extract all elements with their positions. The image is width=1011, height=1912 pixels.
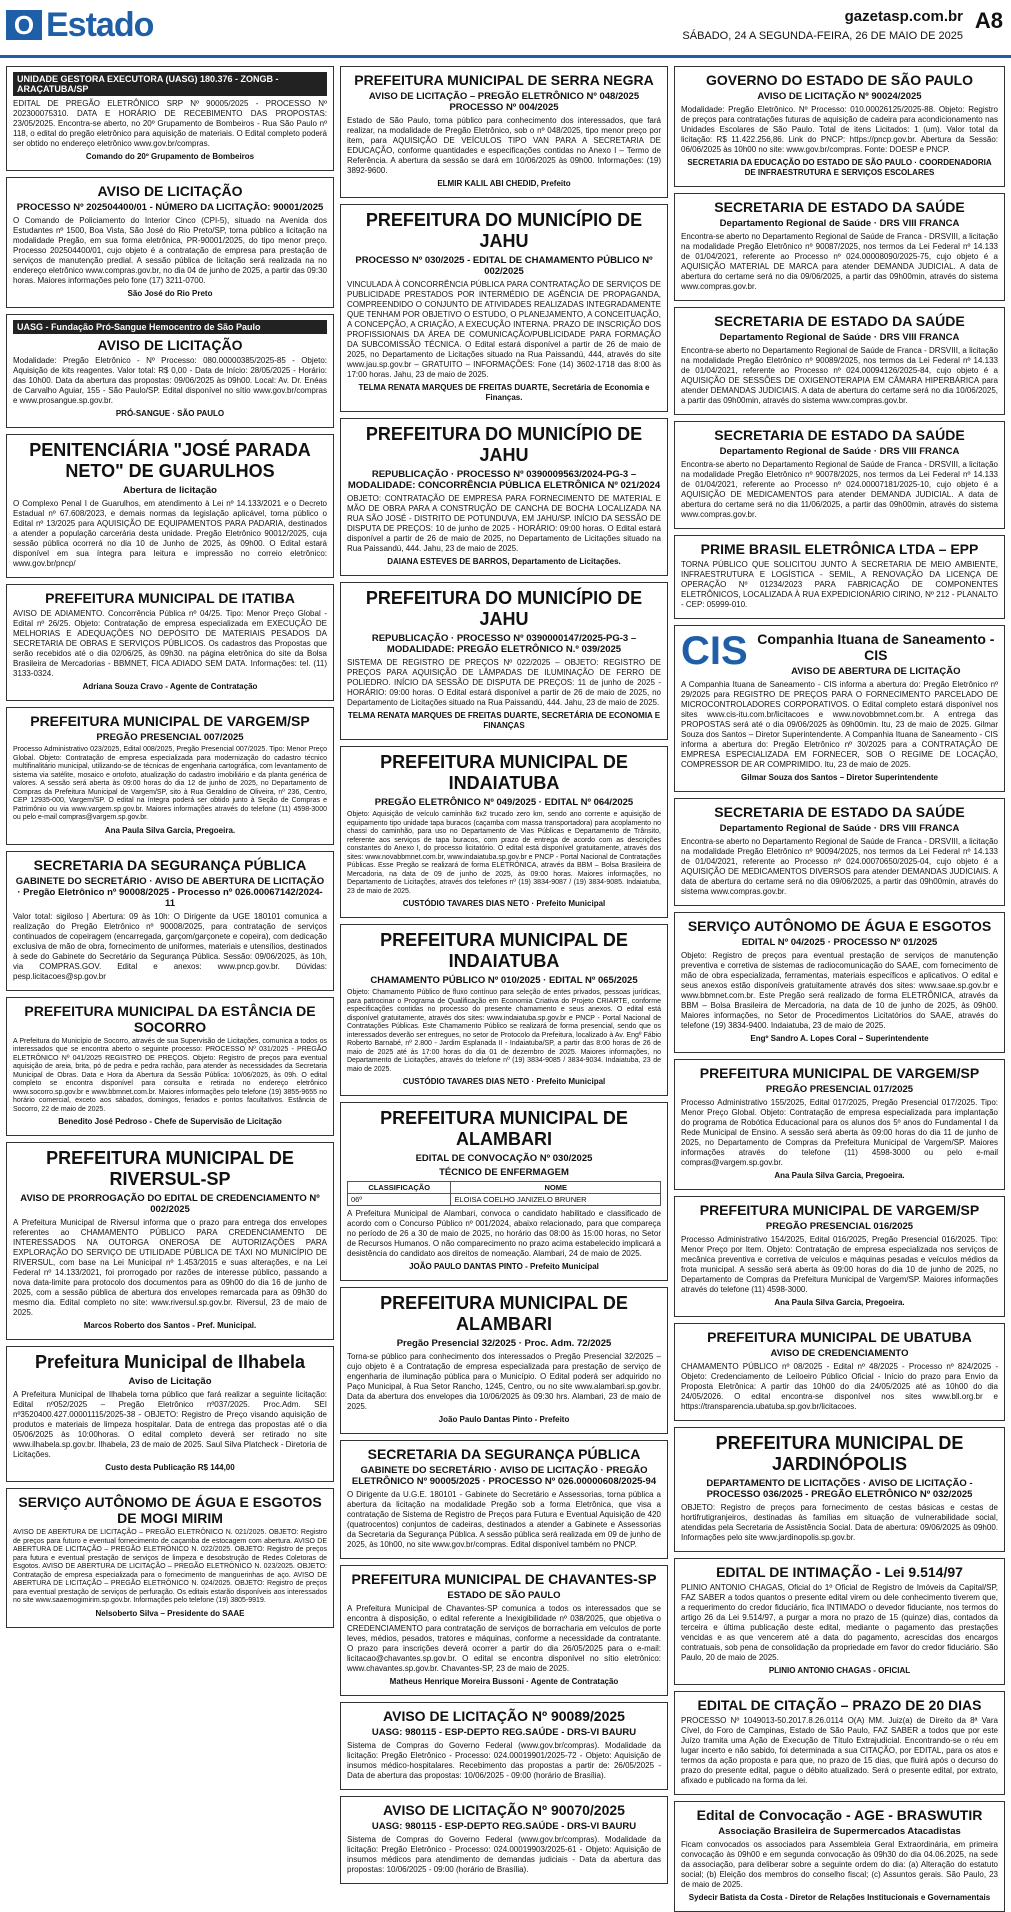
notice-block bbox=[674, 1427, 1005, 1552]
notice-signature: São José do Rio Preto bbox=[127, 289, 213, 298]
notice-subtitle: REPUBLICAÇÃO · PROCESSO Nº 0390009563/2024-PG-3 – MODALIDADE: CONCORRÊNCIA PÚBLICA ELETRÔNICA Nº 021/2024 bbox=[347, 469, 661, 491]
notice-title: PREFEITURA MUNICIPAL DE ALAMBARI bbox=[380, 1293, 628, 1334]
notice-subtitle: Pregão Presencial 32/2025 · Proc. Adm. 72/2025 bbox=[396, 1338, 612, 1349]
notice-title: PREFEITURA DO MUNICÍPIO DE JAHU bbox=[365, 210, 643, 251]
notice-subtitle: Associação Brasileira de Supermercados Atacadistas bbox=[718, 1826, 961, 1837]
notice-block bbox=[6, 584, 334, 701]
notice-body: Modalidade: Pregão Eletrônico. Nº Processo: 010.00026125/2025-88. Objeto: Registro de preços para contratações futuras de aquisição de cadeira para acondicionamento nas Unidades Escolares de São Paulo. Total de itens Licitados: 1 (um). Valor total da licitação: R$ 11.422.256,86. Link do PNCP: https://pncp.gov.br. Abertura da Sessão: 06/06/2025 às 10h00 no site: www.gov.br/compras. Fonte: DOESP e PNCP. bbox=[681, 105, 998, 154]
notice-title: SERVIÇO AUTÔNOMO DE ÁGUA E ESGOTOS DE MOGI MIRIM bbox=[18, 1494, 322, 1526]
notice-body: Processo Administrativo 154/2025, Edital 016/2025, Pregão Presencial 016/2025. Tipo: Menor Preço por Item. Objeto: Contratação de empresa especializada nos serviços de mecânica preventiva e corretiva de veículos e máquinas pesadas e veículos médios da frota municipal. A sessão será aberta às 09:00 horas do dia 10 de junho de 2025, no Departamento de Compras da Prefeitura Municipal de Vargem/SP. Maiores informações através do telefone (11) 4598-3000. bbox=[681, 1235, 998, 1294]
notice-title: Companhia Ituana de Saneamento - CIS bbox=[757, 631, 995, 663]
notice-signature: CUSTÓDIO TAVARES DIAS NETO · Prefeito Municipal bbox=[402, 899, 606, 908]
notice-subtitle: Departamento Regional de Saúde · DRS VIII FRANCA bbox=[719, 332, 960, 343]
notice-body: Torna-se público para conhecimento dos interessados o Pregão Presencial 32/2025 – cujo objeto é a Contratação de empresa especializada para prestação de serviço de engenharia de iluminação pública para o Município. O Edital poderá ser adquirido no Paço Municipal, à Rua Setor Rancho, 1245, Centro, ou no site www.alambari.sp.gov.br. Data da abertura dos envelopes dia 10/06/2025 às 09:30 hrs. Alambari, 23 de maio de 2025. bbox=[347, 1352, 661, 1411]
notice-subtitle: ESTADO DE SÃO PAULO bbox=[447, 1590, 561, 1601]
notice-block bbox=[6, 997, 334, 1137]
notice-block bbox=[340, 746, 668, 918]
notice-block bbox=[674, 421, 1005, 529]
notice-body: Valor total: sigiloso | Abertura: 09 às 10h: O Dirigente da UGE 180101 comunica a realização do Pregão Eletrônico nº 90008/2025, para contratação de serviços continuados de copeiragem (encarregada, garçom/garçonete e copeira), com dedicação exclusiva de mão de obra, fornecimento de uniformes, materiais e utensílios, destinados à sede do Gabinete do Secretário da Segurança Pública. Sessão: 09/06/2025, às 10h, via COMPRAS.GOV. Edital e anexos: www.pncp.gov.br. Dúvidas: pesp.licitacoes@sp.gov.br bbox=[13, 911, 327, 981]
notice-signature: DAIANA ESTEVES DE BARROS, Departamento de Licitações. bbox=[387, 557, 621, 566]
notice-signature: Gilmar Souza dos Santos – Diretor Superintendente bbox=[741, 773, 938, 782]
notice-body: OBJETO: Registro de preços para fornecimento de cestas básicas e cestas de hortifrutigranjeiros, destinadas às famílias em situação de vulnerabilidade social, atendidas pela Secretaria de Assistência Social. Data de abertura: 09/06/2025 às 09h00. Informações pelo site www.jardinopolis.sp.gov.br. bbox=[681, 1503, 998, 1542]
notice-block bbox=[340, 1102, 668, 1281]
notice-title: PREFEITURA MUNICIPAL DE INDAIATUBA bbox=[380, 752, 628, 793]
notice-subtitle: Departamento Regional de Saúde · DRS VIII FRANCA bbox=[719, 446, 960, 457]
notice-signature: ELMIR KALIL ABI CHEDID, Prefeito bbox=[437, 179, 571, 188]
notice-subtitle: EDITAL Nº 04/2025 · PROCESSO Nº 01/2025 bbox=[741, 937, 938, 948]
notice-subtitle: Aviso de Licitação bbox=[128, 1376, 212, 1387]
notice-title: SECRETARIA DE ESTADO DA SAÚDE bbox=[714, 313, 965, 329]
notice-subtitle: Departamento Regional de Saúde · DRS VIII FRANCA bbox=[719, 823, 960, 834]
notice-title: SECRETARIA DA SEGURANÇA PÚBLICA bbox=[33, 856, 307, 873]
notice-subtitle: REPUBLICAÇÃO · PROCESSO Nº 0390000147/2025-PG-3 – MODALIDADE: PREGÃO ELETRÔNICO N.º 039/2025 bbox=[371, 633, 637, 655]
notice-title: PREFEITURA DO MUNICÍPIO DE JAHU bbox=[365, 588, 643, 629]
notice-body: SISTEMA DE REGISTRO DE PREÇOS Nº 022/2025 – OBJETO: REGISTRO DE PREÇOS PARA AQUISIÇÃO DE LÂMPADAS DE ILUMINAÇÃO DE FERRO DE POLIEDRO. INÍCIO DA SESSÃO DE DISPUTA DE PREÇOS: 11 de junho de 2025 - HORÁRIO: 09:00 horas. O Edital estará disponível a partir de 26 de maio de 2025, no Departamento de Licitações situado na Rua Paissandú, 444. Jahu, 23 de maio de 2025. bbox=[347, 658, 661, 707]
notice-title: SECRETARIA DA SEGURANÇA PÚBLICA bbox=[367, 1446, 641, 1462]
notice-subtitle: UASG: 980115 - ESP-DEPTO REG.SAÚDE - DRS-VI BAURU bbox=[371, 1821, 637, 1832]
notice-block bbox=[674, 1558, 1005, 1685]
notice-body: A Prefeitura do Município de Socorro, através de sua Supervisão de Licitações, comunica a todos os interessados que se encontra aberto o seguinte processo: PROCESSO Nº 031/2025 - PREGÃO ELETRÔNICO Nº 041/2025 REGISTRO DE PREÇOS. Objeto: Registro de preços para eventual aquisição de areia, brita, pó de pedra e pedra rachão, para atender às necessidades da Secretaria Municipal de Obras. Data e Hora da Abertura da Sessão Pública: 10/06/2025, às 09h. O edital completo se encontra disponível para consulta e retirada no endereço eletrônico www.socorro.sp.gov.br e www.bbmnet.com.br. Maiores informações pelo telefone (19) 3855-9655 no horário comercial, exceto aos sábados, domingos, feriados e pontos facultativos. Estância de Socorro, 22 de maio de 2025. bbox=[13, 1037, 327, 1113]
column-right bbox=[674, 66, 1005, 1902]
notice-title: PREFEITURA DO MUNICÍPIO DE JAHU bbox=[365, 424, 643, 465]
table-caption: TÉCNICO DE ENFERMAGEM bbox=[439, 1167, 569, 1178]
notice-signature: Matheus Henrique Moreira Bussoni · Agente de Contratação bbox=[389, 1677, 619, 1686]
notice-signature: PLINIO ANTONIO CHAGAS - OFICIAL bbox=[768, 1666, 911, 1675]
notice-block bbox=[674, 1059, 1005, 1190]
notice-subtitle: AVISO DE LICITAÇÃO Nº 90024/2025 bbox=[757, 91, 922, 102]
notice-signature: Adriana Souza Cravo - Agente de Contratação bbox=[82, 682, 258, 691]
notice-block bbox=[674, 1323, 1005, 1421]
notice-body: Encontra-se aberto no Departamento Regional de Saúde de Franca - DRSVIII, a licitação na modalidade Pregão Eletrônico nº 90078/2025, nos termos da Lei Federal nº 14.133 de 01/04/2021, referente ao Processo nº 024.00007181/2025-10, cujo objeto é a AQUISIÇÃO DE MEDICAMENTOS para atender DEMANDA JUDICIAL. A data de abertura do certame será no dia 11/06/2025, a partir das 09h00min, através do sistema www.compras.gov.br. bbox=[681, 460, 998, 519]
notice-title: SERVIÇO AUTÔNOMO DE ÁGUA E ESGOTOS bbox=[687, 918, 992, 934]
notice-block bbox=[674, 1801, 1005, 1912]
notice-body: CHAMAMENTO PÚBLICO nº 08/2025 - Edital nº 48/2025 - Processo nº 824/2025 - Objeto: Credenciamento de Leiloeiro Público Oficial - Início do prazo para Envio da Proposta Eletrônica: A partir das 10h00 do dia 24/05/2025 até as 10h00 do dia 24/05/2026. O edital encontra-se disponível nos sites www.bll.org.br e https://transparencia.ubatuba.sp.gov.br/licitacoes. bbox=[681, 1362, 998, 1411]
notice-subtitle: Departamento Regional de Saúde · DRS VIII FRANCA bbox=[719, 218, 960, 229]
notice-block bbox=[340, 1440, 668, 1559]
notice-subtitle: GABINETE DO SECRETÁRIO · AVISO DE ABERTURA DE LICITAÇÃO · Pregão Eletrônico nº 90008/2025 - Processo nº 026.00067142/2024-11 bbox=[15, 875, 325, 909]
notice-signature: Nelsoberto Silva – Presidente do SAAE bbox=[95, 1608, 245, 1618]
notice-signature: Engº Sandro A. Lopes Coral – Superintendente bbox=[750, 1034, 929, 1043]
column-center bbox=[340, 66, 668, 1874]
notice-block bbox=[674, 193, 1005, 301]
notice-title: PREFEITURA MUNICIPAL DE RIVERSUL-SP bbox=[46, 1148, 294, 1189]
site-url[interactable]: gazetasp.com.br bbox=[844, 8, 963, 25]
notice-body: Processo Administrativo 023/2025, Edital 008/2025, Pregão Presencial 007/2025. Tipo: Menor Preço Global. Objeto: Contratação de empresa especializada para modernização do cadastro técnico multifinalitário municipal, utilizando-se de técnicas de engenharia cartográfica, com levantamento de sistema via satélite, mosaico e ortofoto, atualização do cadastro imobiliário e da planta genérica de valores. A sessão será aberta às 09:00 horas do dia 12 de junho de 2025, no Departamento de Compras da Prefeitura Municipal de Vargem/SP, sito à Rua Geraldino de Oliveira, nº 236, Centro, CEP 12935-000, Vargem/SP. O edital na íntegra poderá ser obtido junto à Seção de Compras e Patrimônio ou via www.vargem.sp.gov.br. Maiores informações através do telefone (11) 4598-3000 ou pelo e-mail compras@vargem.sp.gov.br. bbox=[13, 746, 327, 821]
notice-title: PREFEITURA MUNICIPAL DE ITATIBA bbox=[45, 590, 295, 606]
page-header bbox=[0, 0, 1011, 58]
notice-signature: Comando do 20º Grupamento de Bombeiros bbox=[85, 152, 255, 161]
notice-body: O Comando de Policiamento do Interior Cinco (CPI-5), situado na Avenida dos Estudantes nº 1500, Boa Vista, São José do Rio Preto/SP, torna público a licitação na modalidade Pregão, em sua forma eletrônica, PR-90001/2025, do tipo menor preço. Processo 202504400/01, cujo objeto é a contratação de empresa para prestação de serviços de manutenção predial. A sessão pública de licitação será realizada na no endereço eletrônico www.compras.gov.br, no dia 04 de junho de 2025, a partir das 09:30 horas. Maiores informações pelo fone (17) 3211-0700. bbox=[13, 216, 327, 285]
notice-signature: Sydecir Batista da Costa - Diretor de Relações Institucionais e Governamentais bbox=[688, 1893, 991, 1902]
notice-subtitle: GABINETE DO SECRETÁRIO · AVISO DE LICITAÇÃO · PREGÃO ELETRÔNICO Nº 90005/2025 · PROCESSO Nº 026.00000608/2025-94 bbox=[351, 1465, 657, 1487]
table-header-cell: CLASSIFICAÇÃO bbox=[348, 1182, 451, 1194]
notice-title: PREFEITURA MUNICIPAL DE VARGEM/SP bbox=[699, 1202, 980, 1218]
notice-block bbox=[6, 66, 334, 171]
notice-subtitle: UASG: 980115 - ESP-DEPTO REG.SAÚDE - DRS-VI BAURU bbox=[371, 1727, 637, 1738]
notice-title: PREFEITURA MUNICIPAL DA ESTÂNCIA DE SOCORRO bbox=[24, 1002, 316, 1035]
notice-signature: TELMA RENATA MARQUES DE FREITAS DUARTE, Secretária de Economia e Finanças. bbox=[358, 383, 650, 402]
notice-title: EDITAL DE INTIMAÇÃO - Lei 9.514/97 bbox=[716, 1564, 963, 1580]
newspaper-logo-mark: O bbox=[6, 10, 42, 40]
notice-block bbox=[6, 851, 334, 991]
notice-subtitle: Abertura de licitação bbox=[123, 485, 217, 496]
notice-body: Objeto: Aquisição de veículo caminhão 6x2 trucado zero km, sendo ano corrente e aquisição de equipamento tipo unidade tapa buracos (caçamba com massa transportadora) para acoplamento no chassi do caminhão, para uso no Departamento de Vias Públicas e Departamento de Trânsito, referente aos serviços de tapa buracos, com prazo de entrega de acordo com as descrições constantes do Anexo I, do processo licitatório. O edital está disponível gratuitamente, através dos sites: www.novabbmnet.com.br, www.indaiatuba.sp.gov.br e PNCP - Portal Nacional de Contratações Públicas. Esse Pregão se realizará de forma ELETRÔNICA, através da BBM – Bolsa Brasileira de Mercadoria, na data de 09 de junho de 2025, às 09:00 horas. Maiores informações, no Departamento de Licitações, através dos telefones nº (19) 3834-9087 / (19) 3834-9085. Indaiatuba, 23 de maio de 2025. bbox=[347, 811, 661, 895]
notice-block bbox=[340, 1565, 668, 1696]
notice-block bbox=[6, 434, 334, 578]
notice-body: Ficam convocados os associados para Assembleia Geral Extraordinária, em primeira convocação às 09h00 e em segunda convocação às 09h30 do dia 04.06.2025, na sede da associação, para deliberar sobre a seguinte ordem do dia: (a) Alteração do estatuto social; (b) Eleição dos membros do conselho fiscal; (c) Assuntos gerais. São Paulo, 23 de maio de 2025. bbox=[681, 1840, 998, 1889]
candidate-table bbox=[347, 1181, 661, 1206]
notice-title: AVISO DE LICITAÇÃO bbox=[97, 337, 243, 353]
notice-signature: João Paulo Dantas Pinto - Prefeito bbox=[438, 1415, 570, 1424]
notice-subtitle: PREGÃO PRESENCIAL 016/2025 bbox=[765, 1221, 914, 1232]
notice-body: Encontra-se aberto no Departamento Regional de Saúde de Franca - DRSVIII, a licitação na modalidade Pregão Eletrônico nº 90087/2025, nos termos da Lei Federal nº 14.133 de 01/04/2021, referente ao Processo nº 024.00008090/2025-75, cujo objeto é a AQUISIÇÃO MATERIAL DE MARCA para atender DEMANDA JUDICIAL. A data de abertura do certame será no dia 09/06/2025, a partir das 09h00min, através do sistema www.compras.gov.br. bbox=[681, 232, 998, 291]
notice-signature: SECRETARIA DA EDUCAÇÃO DO ESTADO DE SÃO PAULO · COORDENADORIA DE INFRAESTRUTURA E SERVIÇOS ESCOLARES bbox=[687, 158, 992, 177]
notice-body: Estado de São Paulo, torna público para conhecimento dos interessados, que fará realizar, na modalidade de Pregão Eletrônico, sob o nº 048/2025, tipo menor preço por item, para AQUISIÇÃO DE VEÍCULOS TIPO VAN PARA A SECRETARIA DE EDUCAÇÃO, conforme quantidades e especificações contidas no Anexo I – Termo de Referência. A abertura da sessão se dará em 10/06/2025 às 09h00. Informações: (19) 3892-9600. bbox=[347, 116, 661, 175]
notice-signature: Ana Paula Silva Garcia, Pregoeira. bbox=[774, 1298, 905, 1307]
notice-block bbox=[6, 1488, 334, 1628]
notice-block bbox=[674, 535, 1005, 619]
notice-body: Encontra-se aberto no Departamento Regional de Saúde de Franca - DRSVIII, a licitação na modalidade Pregão Eletrônico nº 90094/2025, nos termos da Lei Federal nº 14.133 de 01/04/2021, referente ao Processo nº 024.00070650/2025-04, cujo objeto é a AQUISIÇÃO DE MEDICAMENTOS DIVERSOS para atender DEMANDAS JUDICIAIS. A data de abertura do certame será no dia 09/06/2025, a partir das 09h00min, através do sistema www.compras.gov.br. bbox=[681, 837, 998, 896]
table-header-cell: NOME bbox=[451, 1182, 661, 1194]
notice-signature: PRÓ-SANGUE · SÃO PAULO bbox=[115, 409, 225, 418]
notice-subtitle: AVISO DE ABERTURA DE LICITAÇÃO bbox=[791, 666, 961, 677]
notice-block bbox=[6, 1142, 334, 1340]
notice-title: AVISO DE LICITAÇÃO Nº 90089/2025 bbox=[383, 1708, 625, 1724]
notice-signature: CUSTÓDIO TAVARES DIAS NETO · Prefeito Municipal bbox=[402, 1077, 606, 1086]
notice-signature: JOÃO PAULO DANTAS PINTO - Prefeito Municipal bbox=[409, 1262, 599, 1271]
notice-banner: UASG - Fundação Pró-Sangue Hemocentro de São Paulo bbox=[13, 320, 327, 334]
notice-subtitle: PROCESSO Nº 030/2025 - EDITAL DE CHAMAMENTO PÚBLICO Nº 002/2025 bbox=[355, 255, 653, 277]
notice-title: Edital de Convocação - AGE - BRASWUTIR bbox=[696, 1807, 983, 1823]
notice-block bbox=[340, 924, 668, 1096]
notice-title: SECRETARIA DE ESTADO DA SAÚDE bbox=[714, 199, 965, 215]
cis-logo-icon: CIS bbox=[681, 629, 748, 673]
notice-subtitle: AVISO DE PRORROGAÇÃO DO EDITAL DE CREDENCIAMENTO Nº 002/2025 bbox=[20, 1193, 320, 1215]
notice-title: AVISO DE LICITAÇÃO Nº 90070/2025 bbox=[383, 1802, 625, 1818]
notice-body: Objeto: Chamamento Público de fluxo contínuo para seleção de entes privados, pessoas jurídicas, para patrocinar o Programa de Qualificação em Economia Criativa do Projeto CRIARTE, conforme especificações contidas no processo do presente chamamento e seus anexos. O edital está disponível gratuitamente, através dos sites: www.indaiatuba.sp.gov.br e PNCP - Portal Nacional de Contratações Públicas. Este Chamamento Público se realizará de forma presencial, sendo que os interessados deverão ser entregues, no setor de Protocolo da Prefeitura, localizado à Av. Engº Fábio Roberto Barnabé, nº 2.800 - Jardim Esplanada II - Indaiatuba/SP, a partir das 8:00 horas de 26 de maio de 2025 até às 17:00 horas do dia 01 de dezembro de 2025. Maiores informações, no Departamento de Licitações, através do telefone nº (19) 3834-9085 / 3834-9034. Indaiatuba, 23 de maio de 2025. bbox=[347, 989, 661, 1073]
notice-block bbox=[674, 798, 1005, 906]
notice-title: AVISO DE LICITAÇÃO bbox=[97, 183, 243, 199]
notice-body: A Companhia Ituana de Saneamento - CIS informa a abertura do: Pregão Eletrônico nº 29/2025 para REGISTRO DE PREÇOS PARA O FORNECIMENTO PARCELADO DE MICROCONTROLADORES CORPORATIVOS. O Edital completo estará disponível nos sites www.cis-itu.com.br/licitacoes e www.novobbmnet.com.br. A entrega das PROPOSTAS será até o dia 09/06/2025 às 09h00min. Itu, 23 de maio de 2025. Gilmar Souza dos Santos – Diretor Superintendente. A Companhia Ituana de Saneamento - CIS informa a abertura do: Pregão Eletrônico nº 30/2025 para a CONTRATAÇÃO DE EMPRESA ESPECIALIZADA EM FORNECER, SOB O REGIME DE LOCAÇÃO, COMPRESSOR DE AR COMPRIMIDO. Itu, 23 de maio de 2025. bbox=[681, 680, 998, 769]
notice-body: Modalidade: Pregão Eletrônico - Nº Processo: 080.00000385/2025-85 - Objeto: Aquisição de kits reagentes. Valor total: R$ 0,00 - Data de Início: 28/05/2025 - Horário: das 10h00. Data da abertura das propostas: 09/06/2025 às 09h00. Local: Av. Dr. Enéas de Carvalho Aguiar, 155 - São Paulo/SP. Edital disponível no sítio www.gov.br/compras e www.prosangue.sp.gov.br. bbox=[13, 356, 327, 405]
notice-body: VINCULADA À CONCORRÊNCIA PÚBLICA PARA CONTRATAÇÃO DE SERVIÇOS DE PUBLICIDADE PRESTADOS POR INTERMÉDIO DE AGÊNCIA DE PROPAGANDA, COMPREENDIDO O CONJUNTO DE ATIVIDADES REALIZADAS INTEGRADAMENTE QUE TENHAM POR OBJETIVO O ESTUDO, O PLANEJAMENTO, A CONCEITUAÇÃO, A CONCEPÇÃO, A CRIAÇÃO, A EXECUÇÃO INTERNA. PRAZO DE INSCRIÇÃO DOS PROFISSIONAIS DA ÁREA DE COMUNICAÇÃO/PUBLICIDADE PARA FORMAÇÃO DA SUBCOMISSÃO TÉCNICA. O Edital estará disponível a partir de 26 de maio de 2025, no Departamento de Licitações situado na Rua Paissandú, 444, através do site www.jau.sp.gov.br – GRATUITO – INFORMAÇÕES: Fone (14) 3602-1718 das 8:00 às 17:00 horas. Jahu, 23 de maio de 2025. bbox=[347, 280, 661, 379]
notice-body: AVISO DE ABERTURA DE LICITAÇÃO – PREGÃO ELETRÔNICO N. 021/2025. OBJETO: Registro de preços para futuro e eventual fornecimento de caçamba de estocagem com abertura. AVISO DE ABERTURA DE LICITAÇÃO – PREGÃO ELETRÔNICO N. 022/2025. OBJETO: Registro de preços para futura e eventual prestação de serviços de limpeza e desobstrução de Redes Coletoras de Esgotos. AVISO DE ABERTURA DE LICITAÇÃO – PREGÃO ELETRÔNICO N. 023/2025. OBJETO: Contratação de empresa especializada para o fornecimento de manguerinhas de aço. AVISO DE ABERTURA DE LICITAÇÃO – PREGÃO ELETRÔNICO N. 024/2025. OBJETO: Registro de preços para eventual prestação de serviços de perfuração. Os editais estarão disponíveis aos interessados no site www.saaemogimirim.sp.gov.br. Informações pelo telefone (19) 3805-9919. bbox=[13, 1529, 327, 1604]
notice-body: A Prefeitura Municipal de Alambari, convoca o candidato habilitado e classificado de acordo com o Concurso Público nº 001/2024, abaixo relacionado, para que compareça no período de 26 a 30 de maio de 2025, no horário das 08:00 às 15:00 horas, no Setor de Recursos Humanos. O não comparecimento no prazo acima estabelecido implicará a desistência do candidato aos direitos de nomeação. Alambari, 24 de maio de 2025. bbox=[347, 1209, 661, 1258]
notice-body: OBJETO: CONTRATAÇÃO DE EMPRESA PARA FORNECIMENTO DE MATERIAL E MÃO DE OBRA PARA A CONSTRUÇÃO DE CANCHA DE BOCHA LOCALIZADA NA RUA SÃO JOSÉ - DISTRITO DE POTUNDUVA, EM JAHU/SP. INÍCIO DA SESSÃO DE DISPUTA DE PREÇOS: 10 de junho de 2025 - HORÁRIO: 09:00 horas. O Edital estará disponível a partir de 26 de maio de 2025, no Departamento de Licitações situado na Rua Paissandú, 444. Jahu, 23 de maio de 2025. bbox=[347, 494, 661, 553]
notice-body: PLINIO ANTONIO CHAGAS, Oficial do 1º Oficial de Registro de Imóveis da Capital/SP, FAZ SABER a todos quantos o presente edital virem ou dele conhecimento tiverem que, a requerimento do credor fiduciário, fica INTIMADO o devedor fiduciante, nos termos do artigo 26 da Lei 9.514/97, a purgar a mora no prazo de 15 (quinze) dias, contados da terceira e última publicação deste edital, mediante o pagamento das prestações vencidas e as que vencerem até a data do pagamento, acrescidas dos encargos contratuais, sob pena de consolidação da propriedade em favor do credor fiduciário. São Paulo, 20 de maio de 2025. bbox=[681, 1583, 998, 1662]
notice-block bbox=[6, 177, 334, 308]
table-cell: ELOISA COELHO JANIZELO BRUNER bbox=[451, 1194, 661, 1206]
notice-body: Encontra-se aberto no Departamento Regional de Saúde de Franca - DRSVIII, a licitação na modalidade Pregão Eletrônico nº 90089/2025, nos termos da Lei Federal nº 14.133 de 01/04/2021, referente ao Processo nº 024.00094126/2025-84, cujo objeto é a AQUISIÇÃO DE SESSÕES DE OXIGENOTERAPIA EM CÂMARA HIPERBÁRICA para atender DEMANDAS JUDICIAIS. A data de abertura do certame será no dia 10/06/2025, a partir das 09h00min, através do sistema www.compras.gov.br. bbox=[681, 346, 998, 405]
notice-body: A Prefeitura Municipal de Riversul informa que o prazo para entrega dos envelopes referentes ao CHAMAMENTO PÚBLICO PARA CREDENCIAMENTO DE INTERESSADOS NA OUTORGA ONEROSA DE AUTORIZAÇÕES PARA EXPLORAÇÃO DO SERVIÇO DE UTILIDADE PÚBLICA DE TÁXI NO MUNICÍPIO DE RIVERSUL, com base na Lei Municipal nº 1.453/2015 e suas alterações, e na Lei Federal nº 14.133/2021, foi prorrogado por razões de interesse público, passando a nova data-limite para protocolo dos documentos para as 09h00 do dia 16 de junho de 2025, com a sessão pública de abertura dos envelopes remarcada para as 09h30 do mesmo dia. Edital completo no site: www.riversul.sp.gov.br. Riversul, 23 de maio de 2025. bbox=[13, 1218, 327, 1317]
notice-body: Sistema de Compras do Governo Federal (www.gov.br/compras). Modalidade da licitação: Pregão Eletrônico - Processo: 024.00019903/2025-61 - Objeto: Aquisição de insumos médicos para atendimento de demandas judiciais - Data da abertura das propostas: 10/06/2025 - 09:00 (horário de Brasília). bbox=[347, 1835, 661, 1874]
notice-block bbox=[674, 66, 1005, 187]
notice-subtitle: EDITAL DE CONVOCAÇÃO Nº 030/2025 bbox=[415, 1153, 593, 1164]
notice-subtitle: PREGÃO ELETRÔNICO Nº 049/2025 · EDITAL Nº 064/2025 bbox=[374, 797, 634, 808]
notice-body: PROCESSO Nº 1049013-50.2017.8.26.0114 O(A) MM. Juiz(a) de Direito da 8ª Vara Cível, do Foro de Campinas, Estado de São Paulo, FAZ SABER a todos que por este Juízo tramita uma Ação de Execução de Título Extrajudicial. Encontrando-se o réu em lugar incerto e não sabido, foi determinada a sua CITAÇÃO, por EDITAL, para os atos e termos da ação proposta e para que, no prazo de 15 dias, que fluirá após o decurso do prazo do presente edital, pague o débito atualizado. Será o presente edital, por extrato, afixado e publicado na forma da lei. bbox=[681, 1716, 998, 1785]
edition-date: SÁBADO, 24 A SEGUNDA-FEIRA, 26 DE MAIO DE 2025 bbox=[682, 30, 963, 42]
notice-body: TORNA PÚBLICO QUE SOLICITOU JUNTO À SECRETARIA DE MEIO AMBIENTE, INFRAESTRUTURA E LOGÍSTICA - SEMIL, A RENOVAÇÃO DA LICENÇA DE OPERAÇÃO Nº 01234/2023 PARA FABRICAÇÃO DE COMPONENTES ELETRÔNICOS, LOCALIZADA À RUA EXPEDICIONÁRIO CIRINO, Nº 212 - PLANALTO - CEP: 05999-010. bbox=[681, 560, 998, 609]
notice-block bbox=[6, 314, 334, 428]
column-left bbox=[6, 66, 334, 1780]
notice-block bbox=[340, 1702, 668, 1790]
notice-body: AVISO DE ADIAMENTO. Concorrência Pública nº 04/25. Tipo: Menor Preço Global - Edital nº 26/25. Objeto: Contratação de empresa especializada em EXECUÇÃO DE MELHORIAS E ADEQUAÇÕES NO DEPÓSITO DE MATERIAIS PESADOS DA SECRETARIA DE OBRAS E SERVIÇOS PÚBLICOS. Os cadastros das Propostas que serão recebidos até o dia 02/06/25, às 09h30. na página eletrônica do site da Bolsa Brasileira de Mercadorias - BBMNET, FICA ADIADO SEM DATA. Informações: tel. (11) 3133-0324. bbox=[13, 609, 327, 678]
notice-title: EDITAL DE CITAÇÃO – PRAZO DE 20 DIAS bbox=[697, 1697, 982, 1713]
notice-title: PREFEITURA MUNICIPAL DE INDAIATUBA bbox=[380, 930, 628, 971]
notice-block bbox=[340, 204, 668, 412]
notice-body: A Prefeitura Municipal de Chavantes-SP comunica a todos os interessados que se encontra à disposição, o edital referente a Inexigibilidade nº 038/2025, que objetiva o CREDENCIAMENTO para contratação de serviços de borracharia em veículos de porte leves, médios, pesados, tratores e máquinas, conforme a necessidade da contratante. O prazo para inscrições deverá ocorrer a partir do dia 26/05/2025 para o e-mail: licitacao@chavantes.sp.gov.br. O edital se encontra disponível no sítio eletrônico: www.chavantes.sp.gov.br. Chavantes-SP, 23 de maio de 2025. bbox=[347, 1604, 661, 1673]
notice-title: PRIME BRASIL ELETRÔNICA LTDA – EPP bbox=[700, 541, 979, 557]
notice-block bbox=[674, 625, 1005, 792]
notice-block bbox=[674, 1196, 1005, 1317]
notice-subtitle: AVISO DE CREDENCIAMENTO bbox=[770, 1348, 909, 1359]
notice-body: O Complexo Penal I de Guarulhos, em atendimento à Lei nº 14.133/2021 e o Decreto Estadual nº 67.608/2023, e demais normas da legislação aplicável, torna público o Edital nº 13/2025 para AQUISIÇÃO DE EQUIPAMENTOS PARA PADARIA, destinados a atender a população carcerária desta unidade. Pregão Eletrônico 90012/2025, cuja sessão pública ocorrerá no dia 10 de Junho de 2025, às 09h00. O Edital estará disponível em sua íntegra para leitura e impressão no correio eletrônico: www.gov.br/pncp/ bbox=[13, 499, 327, 568]
notice-signature: Ana Paula Silva Garcia, Pregoeira. bbox=[104, 825, 236, 835]
notice-block bbox=[340, 418, 668, 576]
notice-title: GOVERNO DO ESTADO DE SÃO PAULO bbox=[705, 72, 974, 88]
notice-title: PREFEITURA MUNICIPAL DE JARDINÓPOLIS bbox=[715, 1433, 964, 1474]
notice-block bbox=[6, 1346, 334, 1482]
notice-title: SECRETARIA DE ESTADO DA SAÚDE bbox=[714, 427, 965, 443]
notice-block bbox=[340, 66, 668, 198]
notice-signature: Custo desta Publicação R$ 144,00 bbox=[105, 1463, 235, 1472]
notice-title: PREFEITURA MUNICIPAL DE ALAMBARI bbox=[380, 1108, 628, 1149]
newspaper-logo-text: Estado bbox=[46, 6, 154, 44]
notice-signature: Marcos Roberto dos Santos - Pref. Municipal. bbox=[83, 1321, 257, 1330]
notice-subtitle: AVISO DE LICITAÇÃO – PREGÃO ELETRÔNICO Nº 048/2025 PROCESSO Nº 004/2025 bbox=[368, 91, 640, 113]
notice-subtitle: PREGÃO PRESENCIAL 017/2025 bbox=[765, 1084, 914, 1095]
notice-block bbox=[340, 582, 668, 740]
notice-body: EDITAL DE PREGÃO ELETRÔNICO SRP Nº 90005/2025 - PROCESSO Nº 202300075310. DATA E HORÁRIO DE RECEBIMENTO DAS PROPOSTAS: 23/05/2025. Encontra-se aberto, no 20º Grupamento de Bombeiros - Rua São Paulo nº 118, o edital do pregão eletrônico para aquisição de materiais. O Edital completo poderá ser obtido no endereço eletrônico www.gov.br/compras. bbox=[13, 99, 327, 148]
notice-block bbox=[340, 1287, 668, 1434]
notice-subtitle: CHAMAMENTO PÚBLICO Nº 010/2025 · EDITAL Nº 065/2025 bbox=[370, 975, 638, 986]
notice-block bbox=[340, 1796, 668, 1884]
table-cell: 06º bbox=[348, 1194, 451, 1206]
table-row bbox=[348, 1194, 661, 1206]
notice-title: SECRETARIA DE ESTADO DA SAÚDE bbox=[714, 804, 965, 820]
notice-subtitle: DEPARTAMENTO DE LICITAÇÕES · AVISO DE LICITAÇÃO - PROCESSO 036/2025 - PREGÃO ELETRÔNICO Nº 032/2025 bbox=[706, 1478, 973, 1500]
notice-signature: Benedito José Pedroso - Chefe de Supervisão de Licitação bbox=[58, 1117, 282, 1126]
notice-body: Sistema de Compras do Governo Federal (www.gov.br/compras). Modalidade da licitação: Pregão Eletrônico - Processo: 024.00019901/2025-72 - Objeto: Aquisição de insumos médico-hospitalares. Recebimento das propostas a partir de: 26/05/2025 - Data de abertura das propostas: 10/06/2025 - 09:00 (horário de Brasília). bbox=[347, 1741, 661, 1780]
notice-title: PREFEITURA MUNICIPAL DE SERRA NEGRA bbox=[354, 72, 654, 88]
notice-banner: UNIDADE GESTORA EXECUTORA (UASG) 180.376 - ZONGB - ARAÇATUBA/SP bbox=[13, 72, 327, 96]
notice-body: Objeto: Registro de preços para eventual prestação de serviços de manutenção preventiva e corretiva de sistemas de radiocomunicação do SAAE, com fornecimento de mão de obra especializada, ferramentas, materiais específicos e aplicativos. O edital e seus anexos estão disponíveis gratuitamente através dos sites: www.saae.sp.gov.br e www.bbmnet.com.br. Este Pregão será realizado de forma ELETRÔNICA, através da BBM – Bolsa Brasileira de Mercadoria, na data de 10 de junho de 2025, às 09h00. Maiores informações, no Setor de Procedimentos Licitatórios do SAAE, através do telefone (19) 3834-9400. Indaiatuba, 23 de maio de 2025. bbox=[681, 951, 998, 1030]
notice-title: PREFEITURA MUNICIPAL DE UBATUBA bbox=[707, 1329, 972, 1345]
notice-signature: Ana Paula Silva Garcia, Pregoeira. bbox=[774, 1171, 905, 1180]
notice-title: PENITENCIÁRIA "JOSÉ PARADA NETO" DE GUARULHOS bbox=[29, 440, 311, 481]
notice-title: PREFEITURA MUNICIPAL DE VARGEM/SP bbox=[30, 713, 310, 729]
page-number: A8 bbox=[974, 8, 1003, 33]
notice-block bbox=[674, 307, 1005, 415]
notice-title: Prefeitura Municipal de Ilhabela bbox=[34, 1352, 306, 1372]
notice-body: O Dirigente da U.G.E. 180101 - Gabinete do Secretário e Assessorias, torna pública a abertura da licitação na modalidade Pregão sob a forma Eletrônica, que visa a contratação de Sistema de Registro de Preços para Futura e Eventual Aquisição de 420 (quatrocentos) conjuntos de cadeiras, destinados a atender a Gabinete e Assessorias da Secretaria da Segurança Pública. A sessão pública será realizada em 09 de junho de 2025, às 10h00, no site www.gov.br/compras. Edital disponível também no PNCP. bbox=[347, 1490, 661, 1549]
notice-subtitle: PREGÃO PRESENCIAL 007/2025 bbox=[96, 732, 244, 743]
notice-title: PREFEITURA MUNICIPAL DE VARGEM/SP bbox=[699, 1065, 980, 1081]
notice-block bbox=[674, 912, 1005, 1053]
notice-body: A Prefeitura Municipal de Ilhabela torna público que fará realizar a seguinte licitação: Edital nº052/2025 – Pregão Eletrônico nº037/2025. Proc.Adm. SEI nº3520400.427.00001115/2025-38 - OBJETO: Registro de Preço visando aquisição de produtos e materiais de limpeza hospitalar. Data de entrega das propostas até o dia 05/06/2025 às 10:00horas. O edital completo deverá ser retirado no site www.ilhabela.sp.gov.br. Ilhabela, 23 de maio de 2025. Saul Silva Platcheck - Diretoria de Licitações. bbox=[13, 1390, 327, 1459]
notice-subtitle: PROCESSO Nº 202504400/01 - NÚMERO DA LICITAÇÃO: 90001/2025 bbox=[16, 202, 324, 213]
notice-block bbox=[674, 1691, 1005, 1795]
notice-title: PREFEITURA MUNICIPAL DE CHAVANTES-SP bbox=[351, 1571, 657, 1587]
notice-block bbox=[6, 707, 334, 845]
notice-body: Processo Administrativo 155/2025, Edital 017/2025, Pregão Presencial 017/2025. Tipo: Menor Preço Global. Objeto: Contratação de empresa especializada para implantação do programa de Robótica Educacional para os alunos dos 5º anos do Fundamental I da Rede Municipal de Ensino. A sessão será aberta às 09:00 horas do dia 11 de junho de 2025, no Departamento de Compras da Prefeitura Municipal de Vargem/SP. Maiores informações através do telefone (11) 4598-3000 ou pelo e-mail compras@vargem.sp.gov.br. bbox=[681, 1098, 998, 1167]
notice-signature: TELMA RENATA MARQUES DE FREITAS DUARTE, SECRETÁRIA DE ECONOMIA E FINANÇAS bbox=[347, 711, 661, 730]
